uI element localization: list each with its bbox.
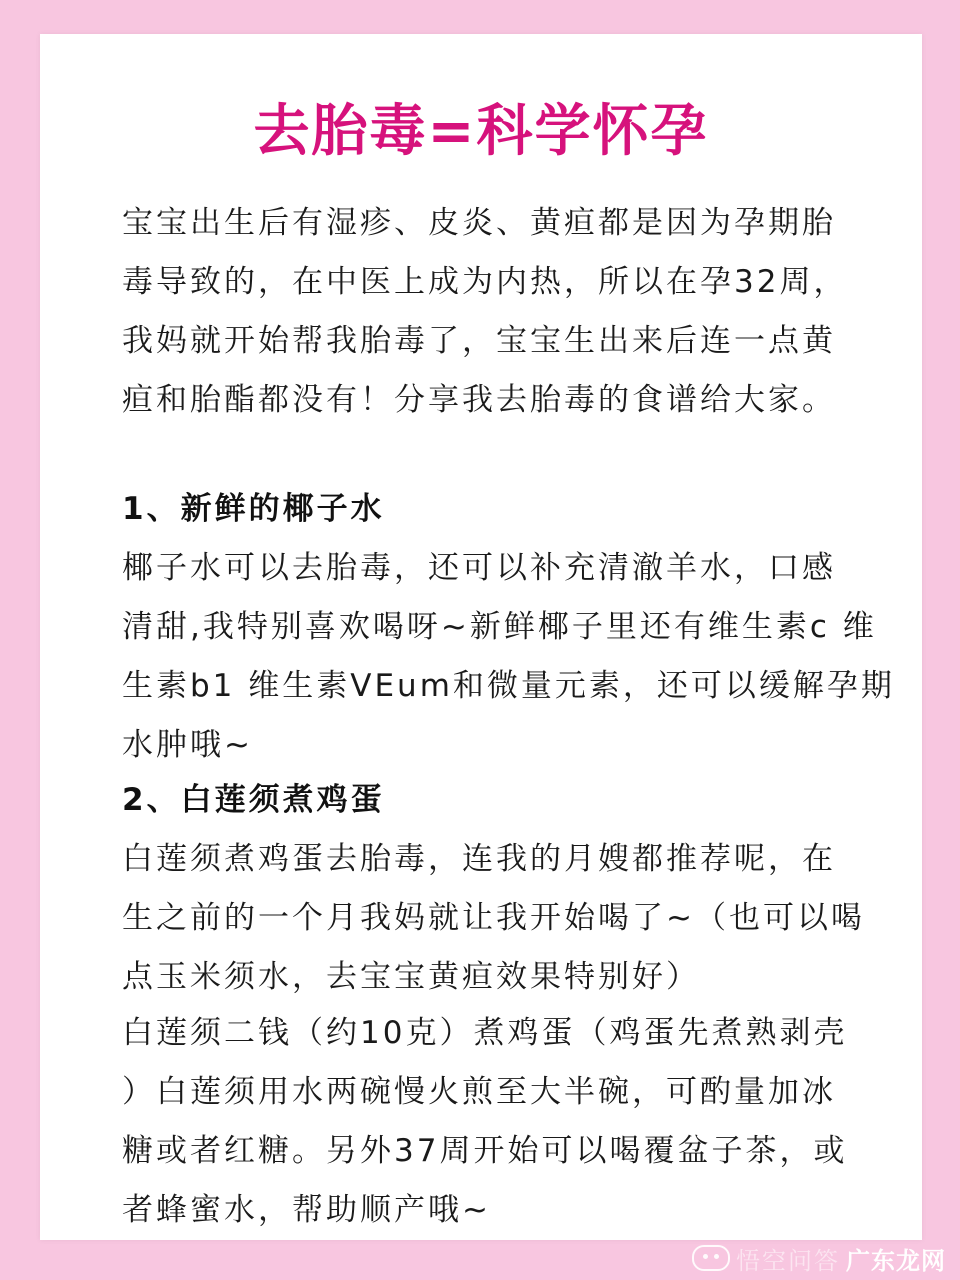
section-2-body-2: 白莲须二钱（约10克）煮鸡蛋（鸡蛋先煮熟剥壳 ）白莲须用水两碗慢火煎至大半碗，可酌量加冰 糖或者红糖。另外37周开始可以喝覆盆子茶，或 者蜂蜜水，帮助顺产哦~: [122, 1015, 848, 1228]
page-title: 去胎毒=科学怀孕: [253, 99, 709, 164]
intro-paragraph: 宝宝出生后有湿疹、皮炎、黄疸都是因为孕期胎 毒导致的，在中医上成为内热，所以在孕32周， 我妈就开始帮我胎毒了，宝宝生出来后连一点黄 疸和胎酯都没有！分享我去胎毒的食谱给大家。: [122, 205, 848, 418]
section-2-heading: 2、白莲须煮鸡蛋: [122, 782, 385, 818]
section-1-body: 椰子水可以去胎毒，还可以补充清澈羊水，口感 清甜,我特别喜欢喝呀~新鲜椰子里还有维生素c 维 生素b1 维生素VEum和微量元素，还可以缓解孕期 水肿哦~: [122, 550, 895, 763]
watermark: [692, 1242, 946, 1274]
content-card: [40, 34, 922, 1240]
chat-bubble-icon: [692, 1245, 730, 1271]
watermark-ghost-text: 悟空问答: [736, 1246, 840, 1275]
watermark-brand-text: 广东龙网: [846, 1246, 946, 1275]
section-1-heading: 1、新鲜的椰子水: [122, 491, 385, 527]
section-2-body-1: 白莲须煮鸡蛋去胎毒，连我的月嫂都推荐呢，在 生之前的一个月我妈就让我开始喝了~（也可以喝 点玉米须水，去宝宝黄疸效果特别好）: [122, 841, 865, 995]
